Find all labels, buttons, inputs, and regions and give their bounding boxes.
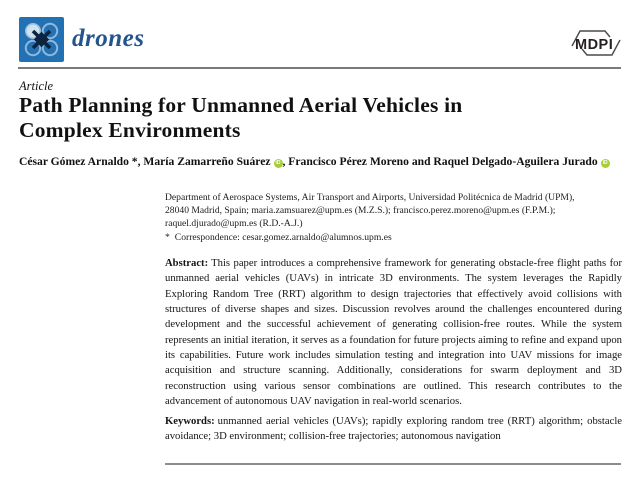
page-title: Path Planning for Unmanned Aerial Vehicles in Complex Environments (19, 93, 463, 142)
svg-text:MDPI: MDPI (575, 37, 614, 53)
header-divider (18, 67, 621, 69)
article-type-label: Article (19, 79, 54, 93)
author-separator: and (408, 155, 434, 168)
keywords-label: Keywords: (165, 416, 215, 427)
affiliation-block (165, 191, 627, 244)
journal-name[interactable]: drones (72, 25, 145, 52)
correspondence-line (165, 231, 627, 244)
author-name: César Gómez Arnaldo * (19, 155, 138, 168)
drone-quadcopter-icon (19, 17, 64, 62)
drones-journal-logo[interactable] (19, 17, 64, 62)
section-divider (165, 463, 621, 465)
affiliation-line: raquel.djurado@upm.es (R.D.-A.J.) (165, 218, 303, 230)
keywords-paragraph (165, 414, 622, 445)
mdpi-hexagon-icon (569, 25, 623, 61)
author-name: Francisco Pérez Moreno (288, 155, 409, 168)
author-name: María Zamarreño Suárez (143, 155, 271, 168)
keywords-text: unmanned aerial vehicles (UAVs); rapidly exploring random tree (RRT) algorithm; obstacle avoidance; 3D environment; collision-free trajectories; autonomous navigation (165, 416, 622, 443)
abstract-text: This paper introduces a comprehensive framework for generating obstacle-free flight paths for unmanned aerial vehicles (UAVs) in intricate 3D environments. The system leverages the Rapidly Exploring Random Tree (RRT) algorithm to design trajectories that effectively avoid collisions with structures of diverse shapes and sizes. Discussion revolves around the challenges encountered during development and the successful achievement of generating collision-free routes. While the system represents an initial iteration, it serves as a foundation for future projects aiming to refine and expand upon its capabilities. Future work includes simulation testing and integration into UAV missions for image acquisition and structure scanning. Additionally, considerations for swarm deployment and 3D reconstruction using various sensor combinations are outlined. This research contributes to the advancement of autonomous UAV navigation in real-world scenarios. (165, 258, 622, 408)
author-separator: , (137, 155, 144, 168)
abstract-label: Abstract: (165, 258, 209, 269)
abstract-paragraph (165, 256, 622, 409)
author-separator: , (282, 155, 289, 168)
correspondence-marker: * (165, 231, 170, 243)
correspondence-text[interactable]: Correspondence: cesar.gomez.arnaldo@alumnos.upm.es (174, 231, 392, 243)
author-name: Raquel Delgado-Aguilera Jurado (433, 155, 598, 168)
author-list (19, 155, 629, 168)
affiliation-line: 28040 Madrid, Spain; maria.zamsuarez@upm.es (M.Z.S.); francisco.perez.moreno@upm.es (F.P.M.); (165, 205, 556, 217)
orcid-icon[interactable]: iD (602, 160, 608, 166)
mdpi-logo[interactable] (569, 25, 623, 61)
affiliation-line: Department of Aerospace Systems, Air Transport and Airports, Universidad Politécnica de Madrid (UPM), (165, 192, 575, 203)
orcid-icon[interactable]: iD (275, 160, 281, 166)
